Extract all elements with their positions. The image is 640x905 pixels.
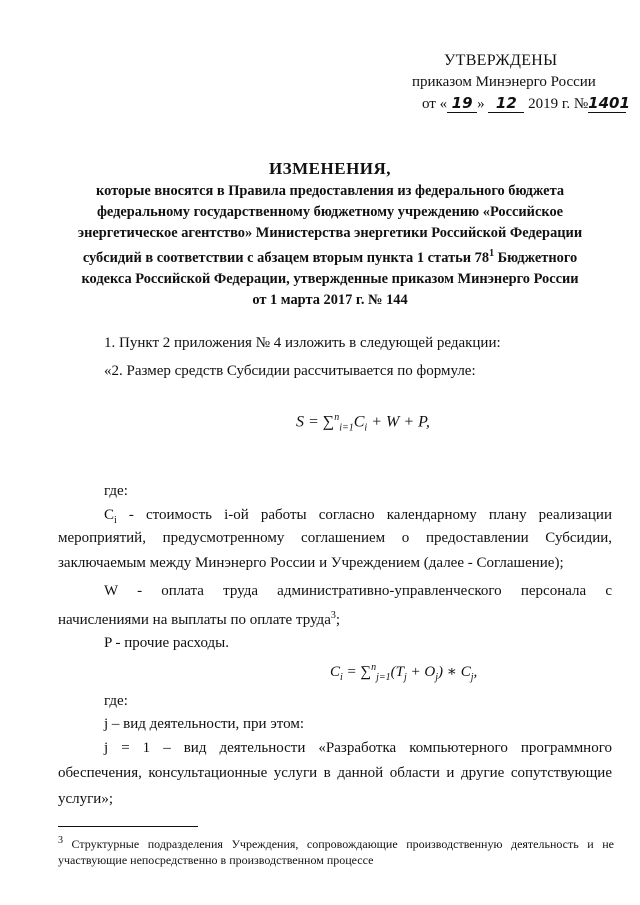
j1-line-2: обеспечения, консультационные услуги в данной области и другие сопутствующие: [58, 765, 612, 781]
title-heading: ИЗМЕНЕНИЯ,: [268, 159, 392, 178]
p-line: P - прочие расходы.: [104, 635, 229, 651]
where-label-1: где:: [104, 483, 128, 499]
j1-line-3: услуги»;: [58, 791, 113, 807]
approval-order: приказом Минэнерго России: [412, 74, 596, 90]
title-line-2: федеральному государственному бюджетному учреждению «Российское: [96, 204, 564, 220]
j1-line-1: j = 1 – вид деятельности «Разработка компьютерного программного: [104, 740, 612, 756]
title-line-4: субсидий в соответствии с абзацем вторым пункта 1 статьи $78^1$ Бюджетного: [82, 248, 578, 266]
ci-line-1: $C_i$ - стоимость i-ой работы согласно календарному плану реализации: [104, 507, 612, 526]
title-line-1: которые вносятся в Правила предоставления из федерального бюджета: [95, 183, 565, 199]
formula-ci: $C_i = \sum^n_{j=1}(T_j + O_j)$ ∗ $C_j$,: [330, 662, 478, 683]
handwritten-order-number: 1401: [588, 94, 630, 112]
formula-s: $S = \sum^n_{i=1}C_i + W + P$,: [296, 412, 430, 434]
w-line-1: W - оплата труда административно-управленческого персонала с: [104, 583, 612, 599]
handwritten-day: 19: [447, 94, 477, 113]
footnote-divider: [58, 826, 198, 827]
title-line-3: энергетическое агентство» Министерства энергетики Российской Федерации: [77, 225, 583, 241]
paragraph-1: 1. Пункт 2 приложения № 4 изложить в следующей редакции:: [104, 335, 501, 351]
ci-line-2: мероприятий, предусмотренному соглашением о предоставлении Субсидии,: [58, 530, 612, 546]
approval-date-line: от « 19 » 12 2019 г. №1401: [422, 94, 630, 112]
handwritten-month: 12: [488, 94, 524, 113]
footnote: $^3$ Структурные подразделения Учреждения, сопровождающие производственную деятельность и не участвующие непосредственно в производственном процессе: [58, 835, 614, 867]
j-line: j – вид деятельности, при этом:: [104, 716, 305, 732]
title-line-6: от 1 марта 2017 г. № 144: [252, 291, 408, 308]
approval-heading: УТВЕРЖДЕНЫ: [444, 52, 558, 69]
title-line-5: кодекса Российской Федерации, утвержденные приказом Минэнерго России: [81, 270, 579, 287]
ci-line-3: заключаемым между Минэнерго России и Учреждением (далее - Соглашение);: [58, 555, 564, 571]
where-label-2: где:: [104, 693, 128, 709]
document-title: [60, 158, 600, 310]
paragraph-2: «2. Размер средств Субсидии рассчитывается по формуле:: [104, 363, 476, 379]
w-line-2: начислениями на выплаты по оплате труда$^3$;: [58, 610, 341, 628]
